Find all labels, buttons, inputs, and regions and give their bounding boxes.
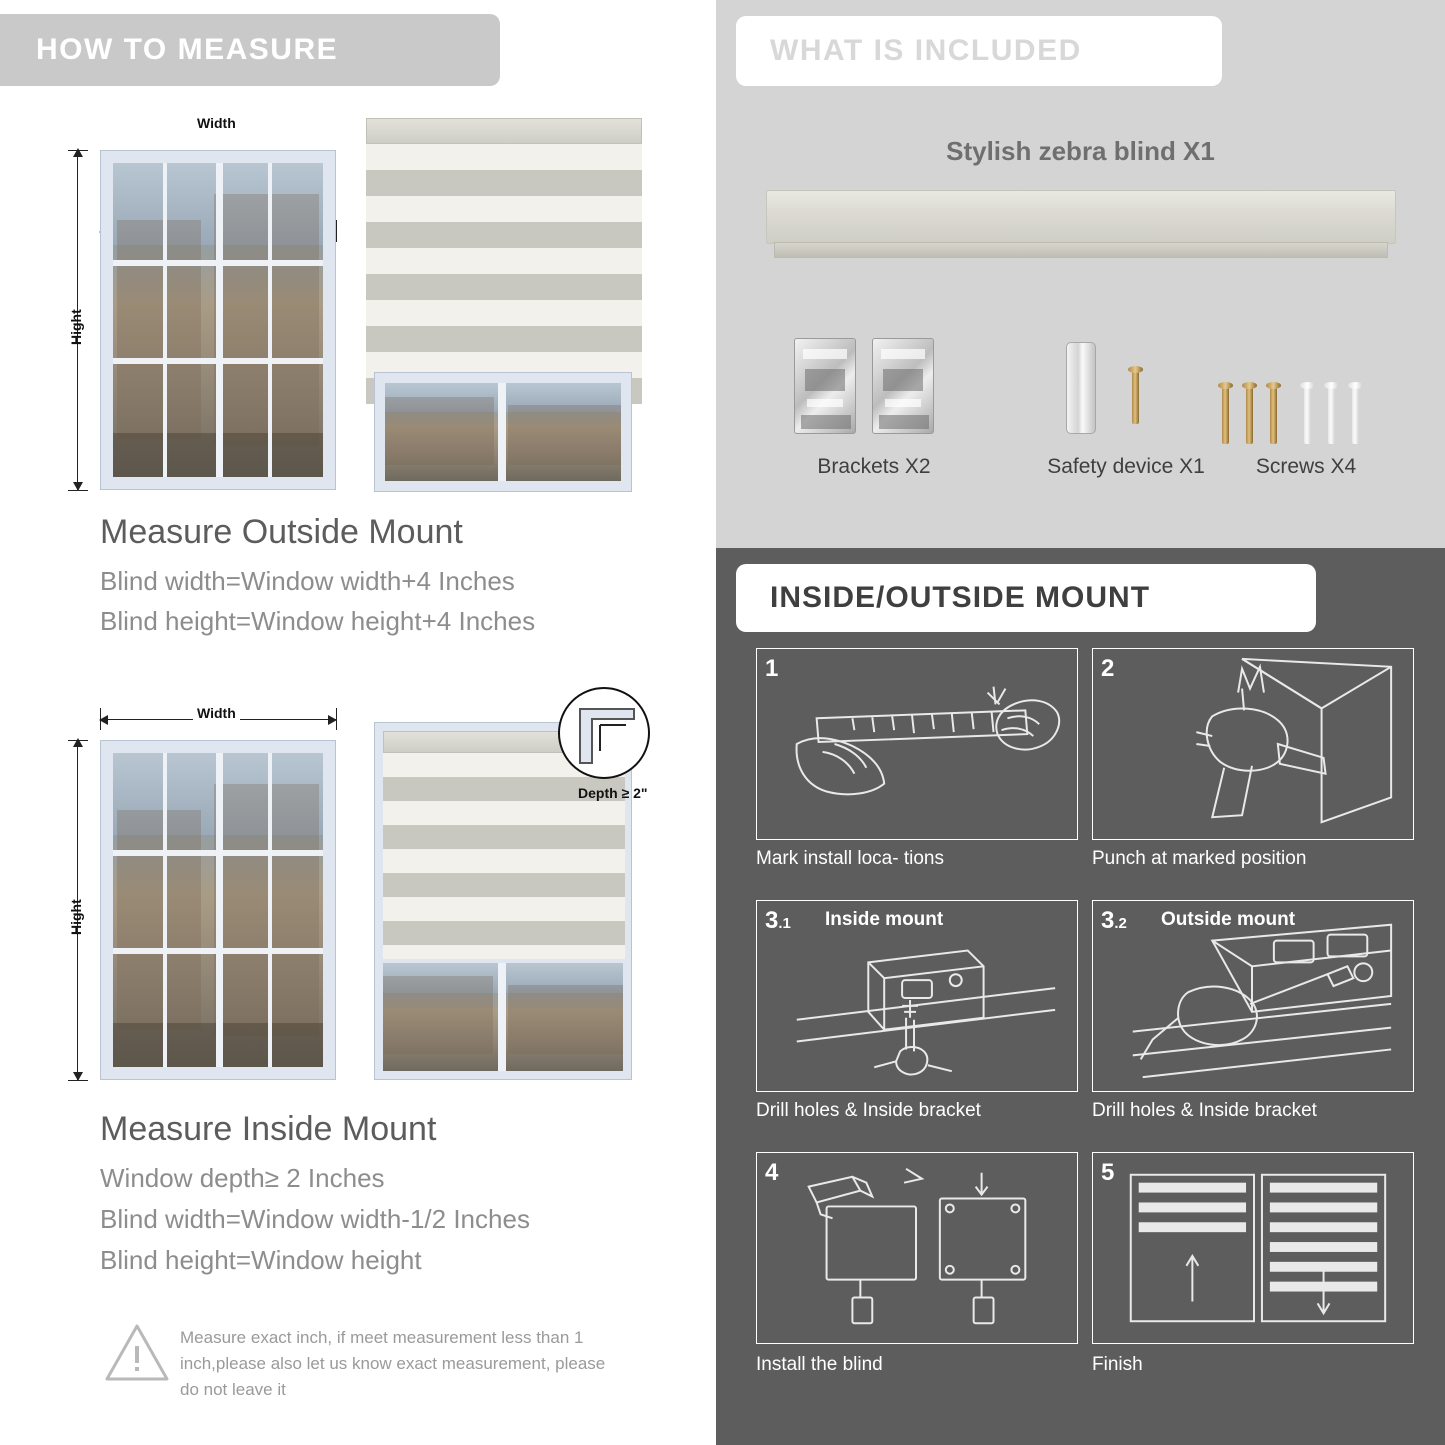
inside-height-tick-bottom [68,1080,88,1081]
window-mullion-center [498,383,506,481]
window-mullion-h2 [113,358,323,364]
window-mullion-q1 [163,753,167,1067]
brackets-group [794,338,954,438]
step-3-1-inner-label: Inside mount [825,909,944,930]
screw-icon [1132,370,1139,424]
zebra-band [366,274,642,300]
window-mullion-center [216,753,223,1067]
outside-width-label: Width [193,115,240,131]
window-mullion-q1 [163,163,167,477]
inside-width-tick-right [336,708,337,730]
blind-bottom-lip [774,242,1388,258]
drill-icon [1093,649,1413,839]
warning-icon [104,1322,170,1389]
measure-warning-note: Measure exact inch, if meet measurement less than 1 inch,please also let us know exact measurement, please do not leave it [180,1328,606,1399]
what-is-included-badge: WHAT IS INCLUDED [736,16,1222,86]
warning-triangle-icon [104,1322,170,1384]
step-number-text: 4 [765,1159,779,1186]
step-3-1 [756,900,1078,1092]
step-2-sketch [1093,649,1413,839]
window-mullion-q3 [268,163,272,477]
inside-outside-mount-panel [716,548,1445,1445]
inside-window-frame [100,740,336,1080]
bracket-right-icon [872,338,934,434]
step-1-label: Mark install loca- tions [756,848,944,869]
step-number-text: 5 [1101,1159,1115,1186]
zebra-band [383,945,625,959]
photo-building-a [385,397,494,466]
screw-head [1242,382,1257,389]
step-5-label: Finish [1092,1354,1143,1375]
inside-mount-diagram [0,690,712,1110]
zebra-band [366,196,642,222]
zebra-band [366,326,642,352]
inside-bracket-icon [757,901,1077,1091]
step-4-label: Install the blind [756,1354,883,1375]
zebra-band [383,921,625,945]
window-mullion-center [498,963,506,1071]
screws-label: Screws X4 [1255,455,1357,478]
step-5-sketch [1093,1153,1413,1343]
outside-blind-window-frame [374,372,632,492]
measure-hands-icon [757,649,1077,839]
anchor-icon [1304,386,1311,444]
zebra-band [366,222,642,248]
outside-mount-line2: Blind height=Window height+4 Inches [100,606,536,636]
bracket-shadow [879,415,929,429]
outside-window-frame [100,150,336,490]
outside-window-photo [113,163,323,477]
screw-head [1218,382,1233,389]
safety-device-group [1056,340,1196,440]
inside-height-tick-top [68,740,88,741]
outside-mount-line1: Blind width=Window width+4 Inches [100,566,515,596]
photo-building-b [214,194,319,445]
step-4-sketch [757,1153,1077,1343]
step-5 [1092,1152,1414,1344]
photo-building-a [117,810,201,1030]
outside-height-label: Hight [68,309,84,345]
anchor-icon [1352,386,1359,444]
step-3-1-label: Drill holes & Inside bracket [756,1100,981,1121]
bracket-shadow [805,369,845,391]
bracket-slot [885,399,921,407]
bracket-shadow [801,415,851,429]
step-2 [1092,648,1414,840]
outside-width-tick-right [336,220,337,242]
safety-device-label: Safety device X1 [1047,455,1205,478]
step-number-text: 1 [765,655,779,682]
bracket-slot [881,349,925,359]
step-2-label: Punch at marked position [1092,848,1307,869]
inside-mount-line2: Blind width=Window width-1/2 Inches [100,1204,530,1234]
zebra-band [383,897,625,921]
depth-label: Depth ≥ 2" [578,785,648,801]
zebra-band [366,170,642,196]
zebra-band [366,300,642,326]
how-to-measure-badge: HOW TO MEASURE [0,14,500,86]
inside-width-tick-left [100,708,101,730]
step-3-2 [1092,900,1414,1092]
how-to-measure-panel [0,0,712,1445]
photo-building-a [117,220,201,440]
bracket-shadow [883,369,923,391]
included-main-item-label: Stylish zebra blind X1 [946,136,1215,166]
step-3-2-sketch [1093,901,1413,1091]
screw-icon [1270,386,1277,444]
step-1-sketch [757,649,1077,839]
inside-blind-window-photo [383,963,623,1071]
zebra-band [383,873,625,897]
zebra-band [383,825,625,849]
inside-window-photo [113,753,323,1067]
screws-group [1216,378,1376,448]
safety-device-icon [1066,342,1096,434]
bracket-slot [803,349,847,359]
screw-head [1128,366,1143,373]
outside-mount-diagram [0,100,712,520]
step-number-text: 2 [1101,655,1115,682]
bracket-left-icon [794,338,856,434]
screw-icon [1246,386,1253,444]
step-4 [756,1152,1078,1344]
inside-outside-mount-badge: INSIDE/OUTSIDE MOUNT [736,564,1316,632]
inside-height-label: Hight [68,899,84,935]
zebra-band [366,144,642,170]
anchor-head [1324,382,1339,389]
photo-building-a [383,976,493,1054]
what-is-included-panel [716,0,1445,548]
outside-bracket-icon [1093,901,1413,1091]
step-number-sub: .2 [1114,915,1127,932]
photo-building-b [214,784,319,1035]
anchor-head [1300,382,1315,389]
photo-building-b [508,985,623,1054]
zebra-band [366,248,642,274]
inside-mount-line1: Window depth≥ 2 Inches [100,1163,385,1193]
outside-blind-window-photo [385,383,621,481]
window-mullion-h1 [113,260,323,266]
bracket-slot [807,399,843,407]
included-blind-illustration [766,190,1396,260]
brackets-label: Brackets X2 [817,455,931,478]
window-mullion-h2 [113,948,323,954]
inside-mount-line3: Blind height=Window height [100,1245,422,1275]
step-3-2-label: Drill holes & Inside bracket [1092,1100,1317,1121]
inside-mount-title: Measure Inside Mount [100,1110,437,1148]
window-mullion-q3 [268,753,272,1067]
step-3-2-inner-label: Outside mount [1161,909,1296,930]
blind-headrail [366,118,642,144]
step-1 [756,648,1078,840]
blind-headrail [766,190,1396,244]
step-number-text: 3 [1101,907,1115,934]
zebra-band [383,849,625,873]
step-3-1-sketch [757,901,1077,1091]
screw-icon [1222,386,1229,444]
window-mullion-center [216,163,223,477]
inside-width-label: Width [193,705,240,721]
anchor-icon [1328,386,1335,444]
outside-mount-title: Measure Outside Mount [100,513,463,551]
step-number-text: 3 [765,907,779,934]
anchor-head [1348,382,1363,389]
outside-height-tick-top [68,150,88,151]
step-number-sub: .1 [778,915,791,932]
window-mullion-h1 [113,850,323,856]
finished-blinds-icon [1093,1153,1413,1343]
install-blind-icon [757,1153,1077,1343]
photo-building-b [508,405,621,466]
screw-head [1266,382,1281,389]
outside-height-tick-bottom [68,490,88,491]
